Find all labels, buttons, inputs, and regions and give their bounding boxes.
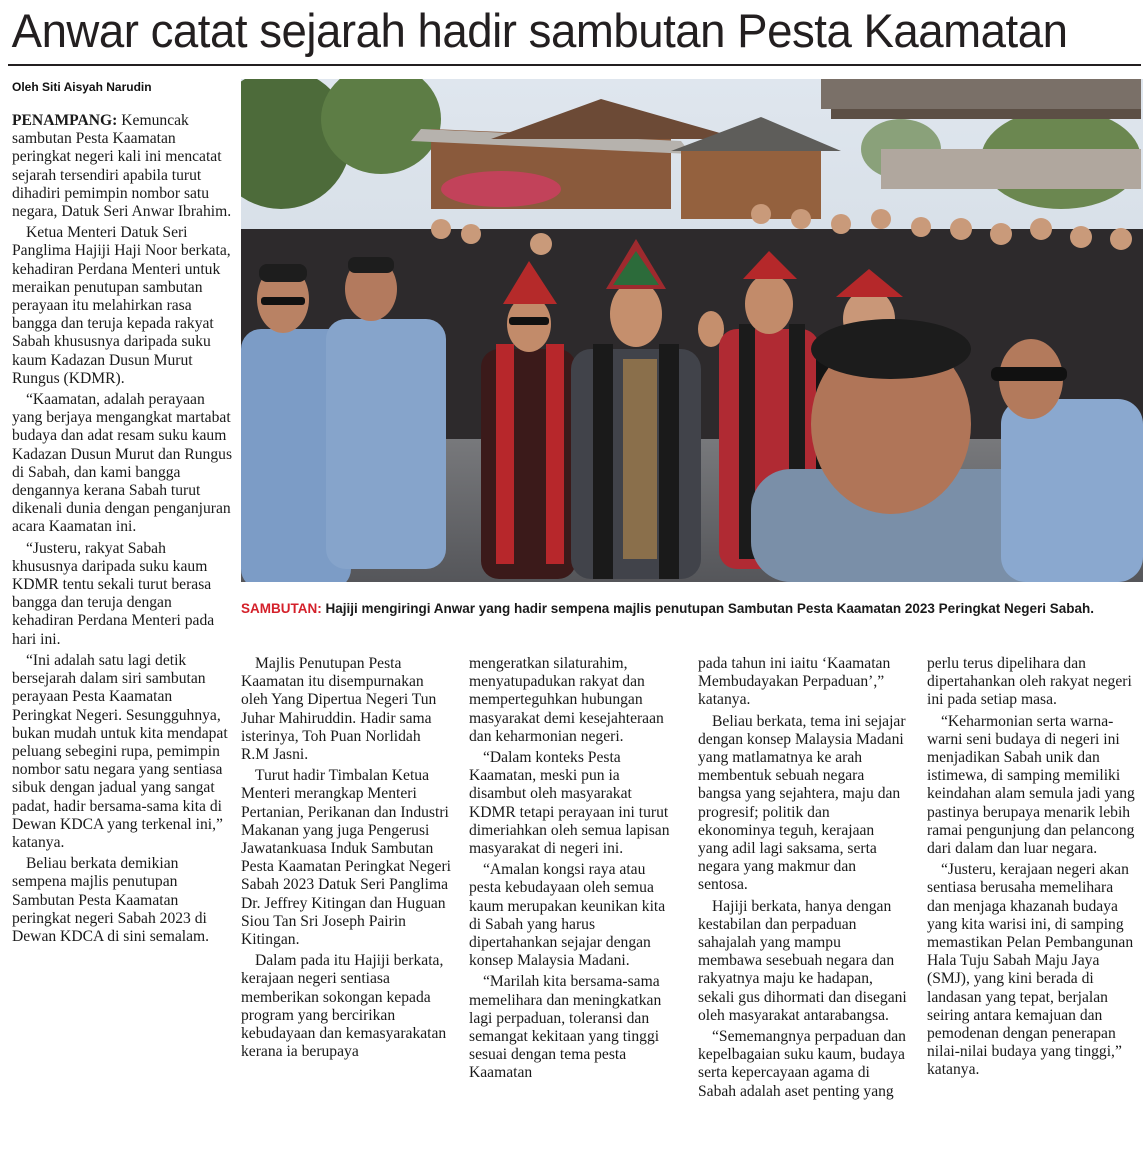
headline: Anwar catat sejarah hadir sambutan Pesta Kaamatan: [11, 4, 1068, 57]
paragraph: “Justeru, rakyat Sabah khususnya daripada suku kaum KDMR tentu sekali turut berasa bangga dan teruja dengan kehadiran Perdana Menteri pada hari ini.: [12, 539, 215, 648]
paragraph: pada tahun ini iaitu ‘Kaamatan Membudayakan Perpaduan’,” katanya.: [698, 655, 891, 709]
byline: Oleh Siti Aisyah Narudin: [12, 80, 152, 94]
article-column-4: [698, 655, 908, 1155]
paragraph: “Keharmonian serta warna-warni seni budaya di negeri ini menjadikan Sabah unik dan istimewa, di samping memiliki keindahan alam semula jadi yang pastinya berupaya menarik lebih ramai pengunjung dan pelancong dari dalam dan luar negara.: [927, 712, 1135, 858]
paragraph: Beliau berkata demikian sempena majlis penutupan Sambutan Pesta Kaamatan peringkat negeri Sabah 2023 di Dewan KDCA di sini semalam.: [12, 855, 210, 945]
caption-label: SAMBUTAN:: [241, 601, 322, 616]
news-photo: [241, 79, 1143, 582]
paragraph: “Kaamatan, adalah perayaan yang berjaya mengangkat martabat budaya dan adat resam suku kaum Kadazan Dusun Murut dan Rungus di Sabah, dan kami bangga dengannya kerana Sabah turut dikenali dunia dengan penganjuran acara Kaamatan ini.: [12, 391, 232, 536]
paragraph: “Sememangnya perpaduan dan kepelbagaian suku kaum, budaya serta kepercayaan agama di Sabah adalah aset penting yang: [698, 1028, 906, 1100]
paragraph: mengeratkan silaturahim, menyatupadukan rakyat dan memperteguhkan hubungan masyarakat demi kesejahteraan dan keharmonian negeri.: [469, 655, 664, 745]
paragraph: Majlis Penutupan Pesta Kaamatan itu disempurnakan oleh Yang Dipertua Negeri Tun Juhar Mahiruddin. Hadir sama isterinya, Toh Puan Norlidah R.M Jasni.: [241, 655, 437, 764]
paragraph: “Marilah kita bersama-sama memelihara dan meningkatkan lagi perpaduan, toleransi dan semangat kekitaan yang tinggi sesuai dengan tema pesta Kaamatan: [469, 973, 662, 1082]
article-column-5: [927, 655, 1139, 1155]
paragraph: Dalam pada itu Hajiji berkata, kerajaan negeri sentiasa memberikan sokongan kepada program yang bercirikan kebudayaan dan kemasyarakatan kerana ia berupaya: [241, 952, 447, 1061]
paragraph: “Justeru, kerajaan negeri akan sentiasa berusaha memelihara dan menjaga khazanah budaya yang kita warisi ini, di samping memastikan Pelan Pembangunan Hala Tuju Sabah Maju Jaya (SMJ), yang kini berada di landasan yang tepat, berjalan seiring antara kemajuan dan pemodenan dengan penerapan nilai-nilai budaya yang tinggi,” katanya.: [927, 861, 1134, 1079]
paragraph: perlu terus dipelihara dan dipertahankan oleh rakyat negeri ini pada setiap masa.: [927, 655, 1132, 709]
dateline: PENAMPANG:: [12, 112, 118, 129]
headline-rule: [8, 64, 1141, 66]
paragraph: Hajiji berkata, hanya dengan kestabilan dan perpaduan sahajalah yang mampu membawa sesebuah negara dan rakyatnya maju ke hadapan, sekali gus dihormati dan disegani oleh masyarakat antarabangsa.: [698, 897, 907, 1024]
paragraph: “Ini adalah satu lagi detik bersejarah dalam siri sambutan perayaan Pesta Kaamatan Peringkat Negeri. Sesungguhnya, bukan mudah untuk kita mendapat peluang sebegini rupa, pemimpin nombor satu negara yang sentiasa sibuk dengan jadual yang sangat padat, hadir bersama-sama kita di Dewan KDCA yang terkenal ini,” katanya.: [12, 651, 228, 851]
paragraph: “Dalam konteks Pesta Kaamatan, meski pun ia disambut oleh masyarakat KDMR tetapi perayaan ini turut dimeriahkan oleh semua lapisan masyarakat di negeri ini.: [469, 749, 670, 858]
article-column-1: [12, 112, 232, 1157]
paragraph: [12, 112, 232, 221]
umbrella: [441, 171, 561, 207]
paragraph: Turut hadir Timbalan Ketua Menteri merangkap Menteri Pertanian, Perikanan dan Industri Makanan yang juga Pengerusi Jawatankuasa Induk Sambutan Pesta Kaamatan Peringkat Negeri Sabah 2023 Datuk Seri Panglima Dr. Jeffrey Kitingan dan Huguan Siou Tan Sri Joseph Pairin Kitingan.: [241, 767, 451, 949]
paragraph: Beliau berkata, tema ini sejajar dengan konsep Malaysia Madani yang matlamatnya ke arah membentuk sebuah negara bangsa yang sejahtera, maju dan progresif; politik dan ekonominya teguh, kerajaan yang adil lagi saksama, serta negara yang makmur dan sentosa.: [698, 712, 906, 894]
article-column-3: [469, 655, 679, 1155]
caption-text: Hajiji mengiringi Anwar yang hadir sempena majlis penutupan Sambutan Pesta Kaamatan 2023 Peringkat Negeri Sabah.: [321, 601, 1094, 616]
paragraph: “Amalan kongsi raya atau pesta kebudayaan oleh semua kaum merupakan keunikan kita di Sabah yang harus dipertahankan sejajar dengan konsep Malaysia Madani.: [469, 861, 666, 970]
photo-caption: [241, 600, 1141, 618]
paragraph: Ketua Menteri Datuk Seri Panglima Hajiji Haji Noor berkata, kehadiran Perdana Menteri untuk meraikan penutupan sambutan perayaan itu melahirkan rasa bangga dan teruja kepada rakyat Sabah khususnya daripada suku kaum Kadazan Dusun Murut Rungus (KDMR).: [12, 224, 231, 387]
article-column-2: [241, 655, 451, 1155]
paragraph-text: Kemuncak sambutan Pesta Kaamatan peringkat negeri kali ini mencatat sejarah tersendiri apabila turut dihadiri pemimpin nombor satu negara, Datuk Seri Anwar Ibrahim.: [12, 112, 232, 221]
